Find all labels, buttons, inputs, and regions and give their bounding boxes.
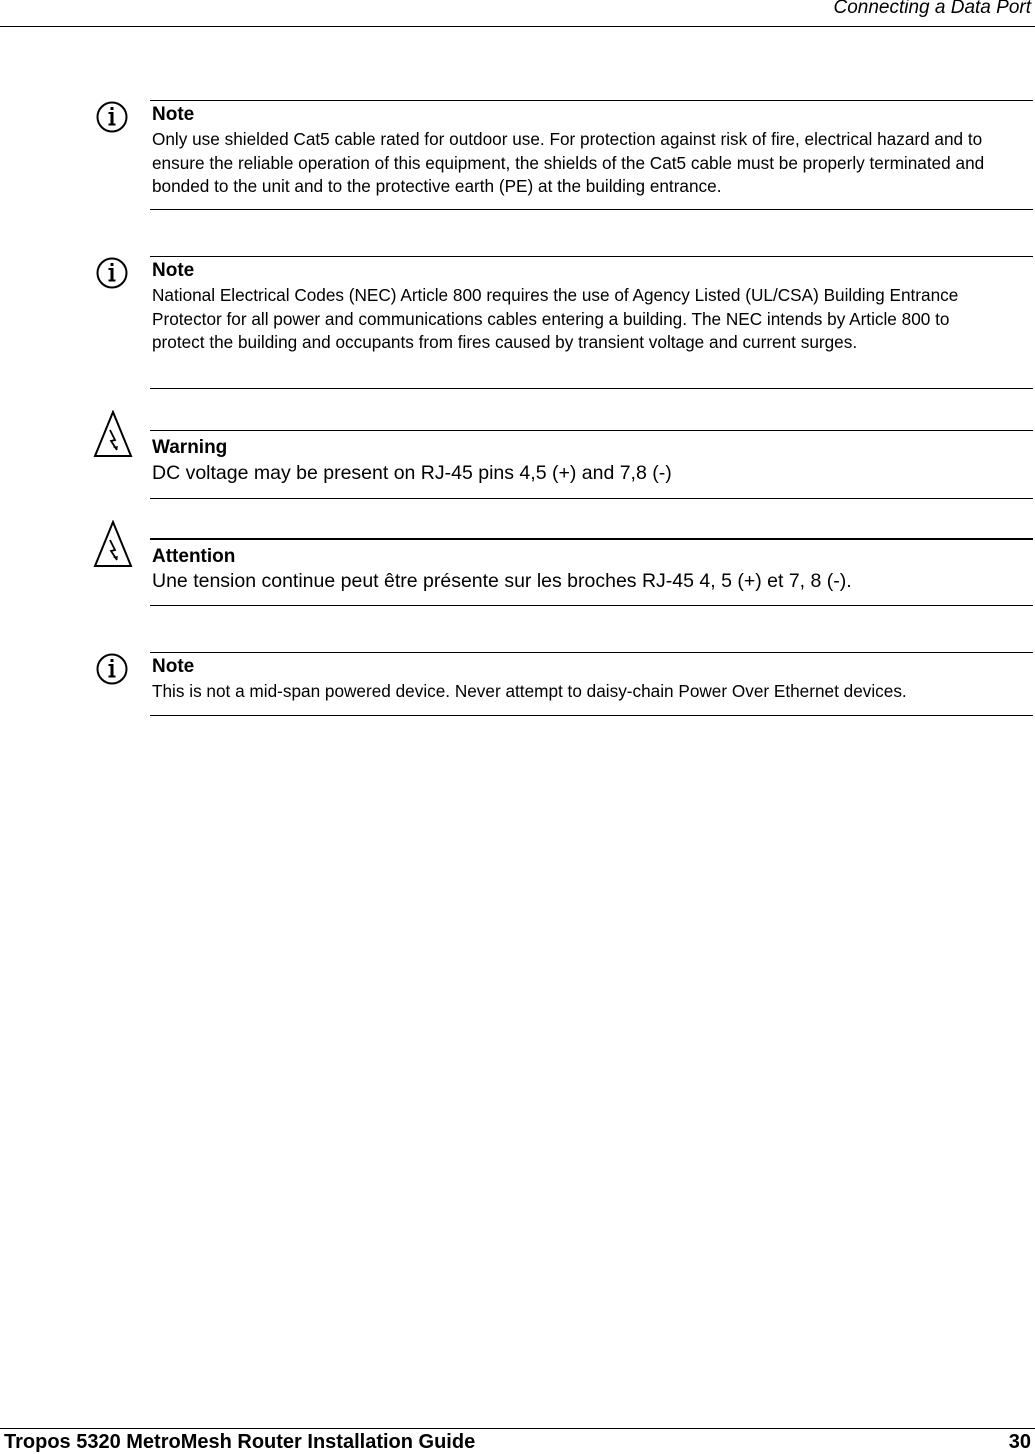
notice-top-rule xyxy=(150,430,1033,431)
notice-bottom-rule xyxy=(150,605,1033,606)
electrical-hazard-warning-icon xyxy=(93,520,133,573)
notice-heading: Note xyxy=(152,260,195,281)
notice-top-rule xyxy=(150,538,1033,540)
header-divider xyxy=(0,26,1035,27)
notice-top-rule xyxy=(150,256,1033,257)
info-icon xyxy=(95,256,129,295)
notice-bottom-rule xyxy=(150,715,1033,716)
info-icon xyxy=(95,100,129,139)
notice-body: Une tension continue peut être présente sur les broches RJ-45 4, 5 (+) et 7, 8 (-). xyxy=(152,570,852,592)
notice-bottom-rule xyxy=(150,388,1033,389)
notice-heading: Attention xyxy=(152,546,236,567)
notice-top-rule xyxy=(150,100,1033,101)
notice-bottom-rule xyxy=(150,498,1033,499)
notice-heading: Note xyxy=(152,656,195,677)
notice-body: Only use shielded Cat5 cable rated for outdoor use. For protection against risk of fire, electrical hazard and to ensure the reliable operation of this equipment, the shields of the Cat5 cable must be properly terminated and bonded to the unit and to the protective earth (PE) at the building entrance. xyxy=(152,129,985,196)
notice-top-rule xyxy=(150,652,1033,653)
electrical-hazard-warning-icon xyxy=(93,410,133,463)
notice-body: DC voltage may be present on RJ-45 pins 4,5 (+) and 7,8 (-) xyxy=(152,462,672,484)
notice-heading: Note xyxy=(152,104,195,125)
running-header-title: Connecting a Data Port xyxy=(833,0,1031,18)
footer-divider xyxy=(0,1428,1035,1429)
notice-body: National Electrical Codes (NEC) Article 800 requires the use of Agency Listed (UL/CSA) Building Entrance Protector for all power and communications cables entering a building. The NEC intends by Article 800 to protect the building and occupants from fires caused by transient voltage and current surges. xyxy=(152,285,959,352)
page-number: 30 xyxy=(1008,1431,1031,1453)
footer-document-title: Tropos 5320 MetroMesh Router Installation Guide xyxy=(4,1431,476,1453)
notice-bottom-rule xyxy=(150,209,1033,210)
info-icon xyxy=(95,652,129,691)
notice-heading: Warning xyxy=(152,437,228,458)
notice-body: This is not a mid-span powered device. Never attempt to daisy-chain Power Over Ethernet devices. xyxy=(152,681,907,701)
